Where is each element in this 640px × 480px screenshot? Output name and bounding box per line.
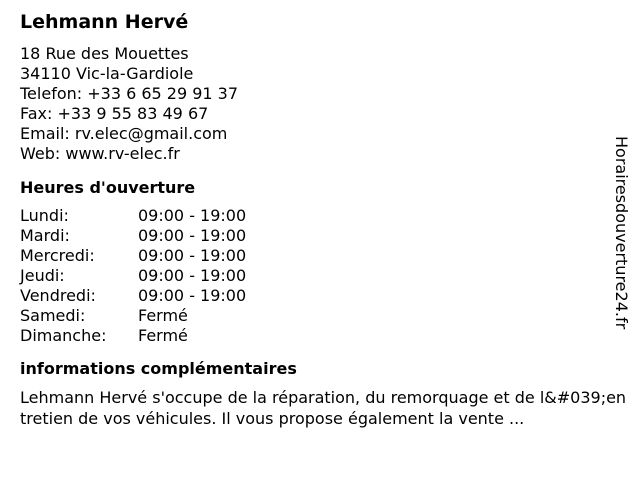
website-link[interactable]: Web: www.rv-elec.fr (20, 144, 180, 163)
time-value: 09:00 - 19:00 (138, 246, 247, 265)
hours-row-saturday (20, 306, 620, 326)
day-label: Dimanche: (20, 326, 107, 345)
street-address: 18 Rue des Mouettes (20, 44, 189, 63)
time-value: Fermé (138, 306, 188, 325)
phone-number[interactable]: Telefon: +33 6 65 29 91 37 (20, 84, 239, 103)
fax-number: Fax: +33 9 55 83 49 67 (20, 104, 209, 123)
day-label: Lundi: (20, 206, 69, 225)
time-value: 09:00 - 19:00 (138, 286, 247, 305)
business-name: Lehmann Hervé (20, 11, 189, 33)
hours-row-tuesday (20, 226, 620, 246)
time-value: 09:00 - 19:00 (138, 266, 247, 285)
email-address[interactable]: Email: rv.elec@gmail.com (20, 124, 228, 143)
time-value: 09:00 - 19:00 (138, 226, 247, 245)
time-value: 09:00 - 19:00 (138, 206, 247, 225)
site-watermark: Horairesdouverture24.fr (612, 136, 631, 330)
hours-row-thursday (20, 266, 620, 286)
day-label: Jeudi: (20, 266, 65, 285)
day-label: Vendredi: (20, 286, 96, 305)
hours-row-monday (20, 206, 620, 226)
city-address: 34110 Vic-la-Gardiole (20, 64, 194, 83)
time-value: Fermé (138, 326, 188, 345)
hours-row-friday (20, 286, 620, 306)
hours-row-sunday (20, 326, 620, 346)
day-label: Mardi: (20, 226, 70, 245)
day-label: Samedi: (20, 306, 86, 325)
contact-block (20, 44, 620, 164)
opening-hours-heading: Heures d'ouverture (20, 178, 196, 197)
additional-info-text: Lehmann Hervé s'occupe de la réparation, du remorquage et de l&#039;entretien de vos véhicules. Il vous propose également la vente ... (20, 388, 627, 428)
additional-info-heading: informations complémentaires (20, 359, 297, 378)
opening-hours-list (20, 206, 620, 346)
hours-row-wednesday (20, 246, 620, 266)
day-label: Mercredi: (20, 246, 95, 265)
